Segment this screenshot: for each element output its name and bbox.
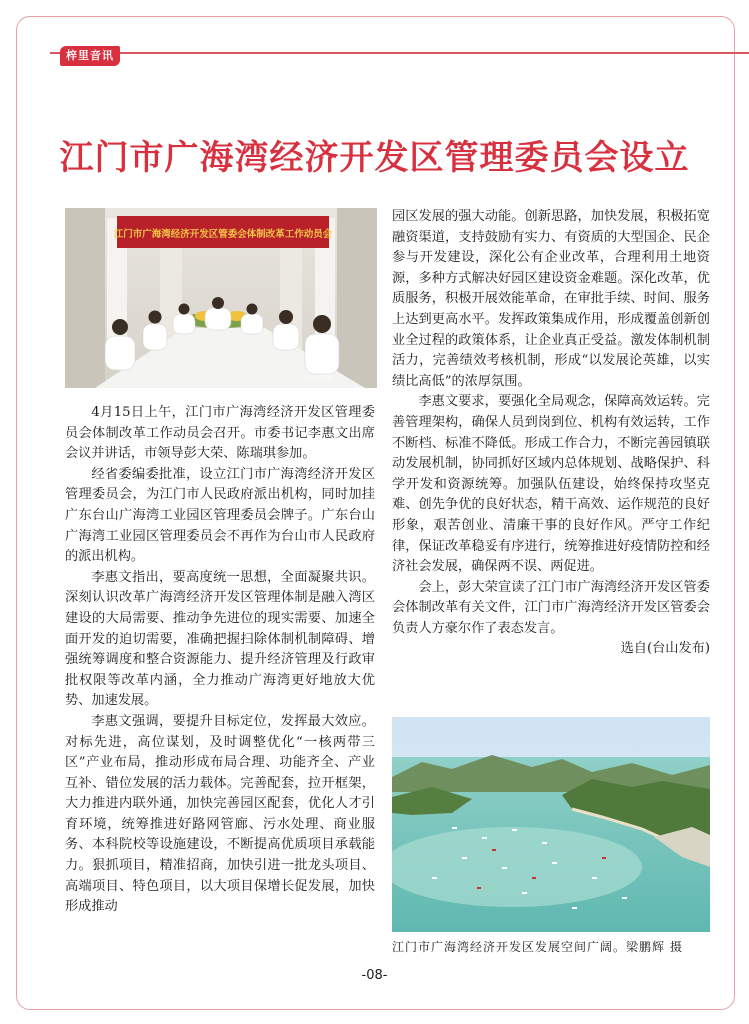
paragraph: 会上，彭大荣宣读了江门市广海湾经济开发区管委会体制改革有关文件，江门市广海湾经济开发区管委会负责人方豪尔作了表态发言。 <box>392 579 710 636</box>
bay-photo <box>392 717 710 932</box>
page-number: -08- <box>361 968 388 983</box>
paragraph: 李惠文要求，要强化全局观念，保障高效运转。完善管理架构，确保人员到岗到位、机构有效运转，工作不断档、标准不降低。形成工作合力，不断完善园镇联动发展机制，协同抓好区域内总体规划、战略保护、科学开发和资源统筹。加强队伍建设，始终保持攻坚克难、创先争优的良好状态，精干高效、运作规范的良好形象，艰苦创业、清廉干事的良好作风。严守工作纪律，保证改革稳妥有序进行，统筹推进好疫情防控和经济社会发展，确保两不误、两促进。 <box>392 394 710 575</box>
photo-watermark: 台山发布 <box>305 374 333 382</box>
article-title: 江门市广海湾经济开发区管理委员会设立 <box>59 138 690 178</box>
bay-photo-illustration <box>392 717 710 932</box>
source-credit: 选自(台山发布) <box>620 641 710 657</box>
paragraph: 李惠文强调，要提升目标定位，发挥最大效应。对标先进，高位谋划，及时调整优化“一核两带三区”产业布局，推动形成布局合理、功能齐全、产业互补、错位发展的活力载体。完善配套，拉开框架，大力推进内联外通，加快完善园区配套，优化人才引育环境，统筹推进好路网管廊、污水处理、商业服务、本科院校等设施建设，不断提高优质项目承载能力。狠抓项目，精准招商，加快引进一批龙头项目、高端项目、特色项目，以大项目保增长促发展，加快形成推动 <box>65 713 375 915</box>
banner-text: 江门市广海湾经济开发区管委会体制改革工作动员会 <box>113 229 333 240</box>
paragraph: 经省委编委批准，设立江门市广海湾经济开发区管理委员会，为江门市人民政府派出机构，同时加挂广东台山广海湾工业园区管理委员会牌子。广东台山广海湾工业园区管理委员会不再作为台山市人民政府的派出机构。 <box>65 466 375 565</box>
section-badge: 梓里音讯 <box>60 46 120 66</box>
paragraph-continued: 园区发展的强大动能。创新思路，加快发展，积极拓宽融资渠道，支持鼓励有实力、有资质的大型国企、民企参与开发建设，深化公有企业改革，合理利用土地资源，多种方式解决好园区建设资金难题。深化改革，优质服务，积极开展效能革命，在审批手续、时间、服务上达到更高水平。发挥政策集成作用，形成覆盖创新创业全过程的政策体系，让企业真正受益。激发体制机制活力，完善绩效考核机制，形成“以发展论英雄，以实绩比高低”的浓厚氛围。 <box>392 209 710 389</box>
article-right-column <box>392 207 710 660</box>
photo-caption: 江门市广海湾经济开发区发展空间广阔。梁鹏辉 摄 <box>392 940 683 954</box>
paragraph: 李惠文指出，要高度统一思想，全面凝聚共识。深刻认识改革广海湾经济开发区管理体制是融入湾区建设的大局需要、推动争先进位的现实需要、加速全面开发的迫切需要，准确把握扫除体制机制障碍、增强统筹调度和整合资源能力、提升经济管理及行政审批权限等改革内涵，全力推动广海湾更好地放大优势、加速发展。 <box>65 569 375 709</box>
meeting-photo <box>65 208 377 388</box>
header-rule <box>50 52 749 54</box>
article-left-column <box>65 403 375 918</box>
meeting-photo-illustration <box>65 208 377 388</box>
paragraph: 4月15日上午，江门市广海湾经济开发区管理委员会体制改革工作动员会召开。市委书记李惠文出席会议并讲话，市领导彭大荣、陈瑞琪参加。 <box>65 405 375 462</box>
